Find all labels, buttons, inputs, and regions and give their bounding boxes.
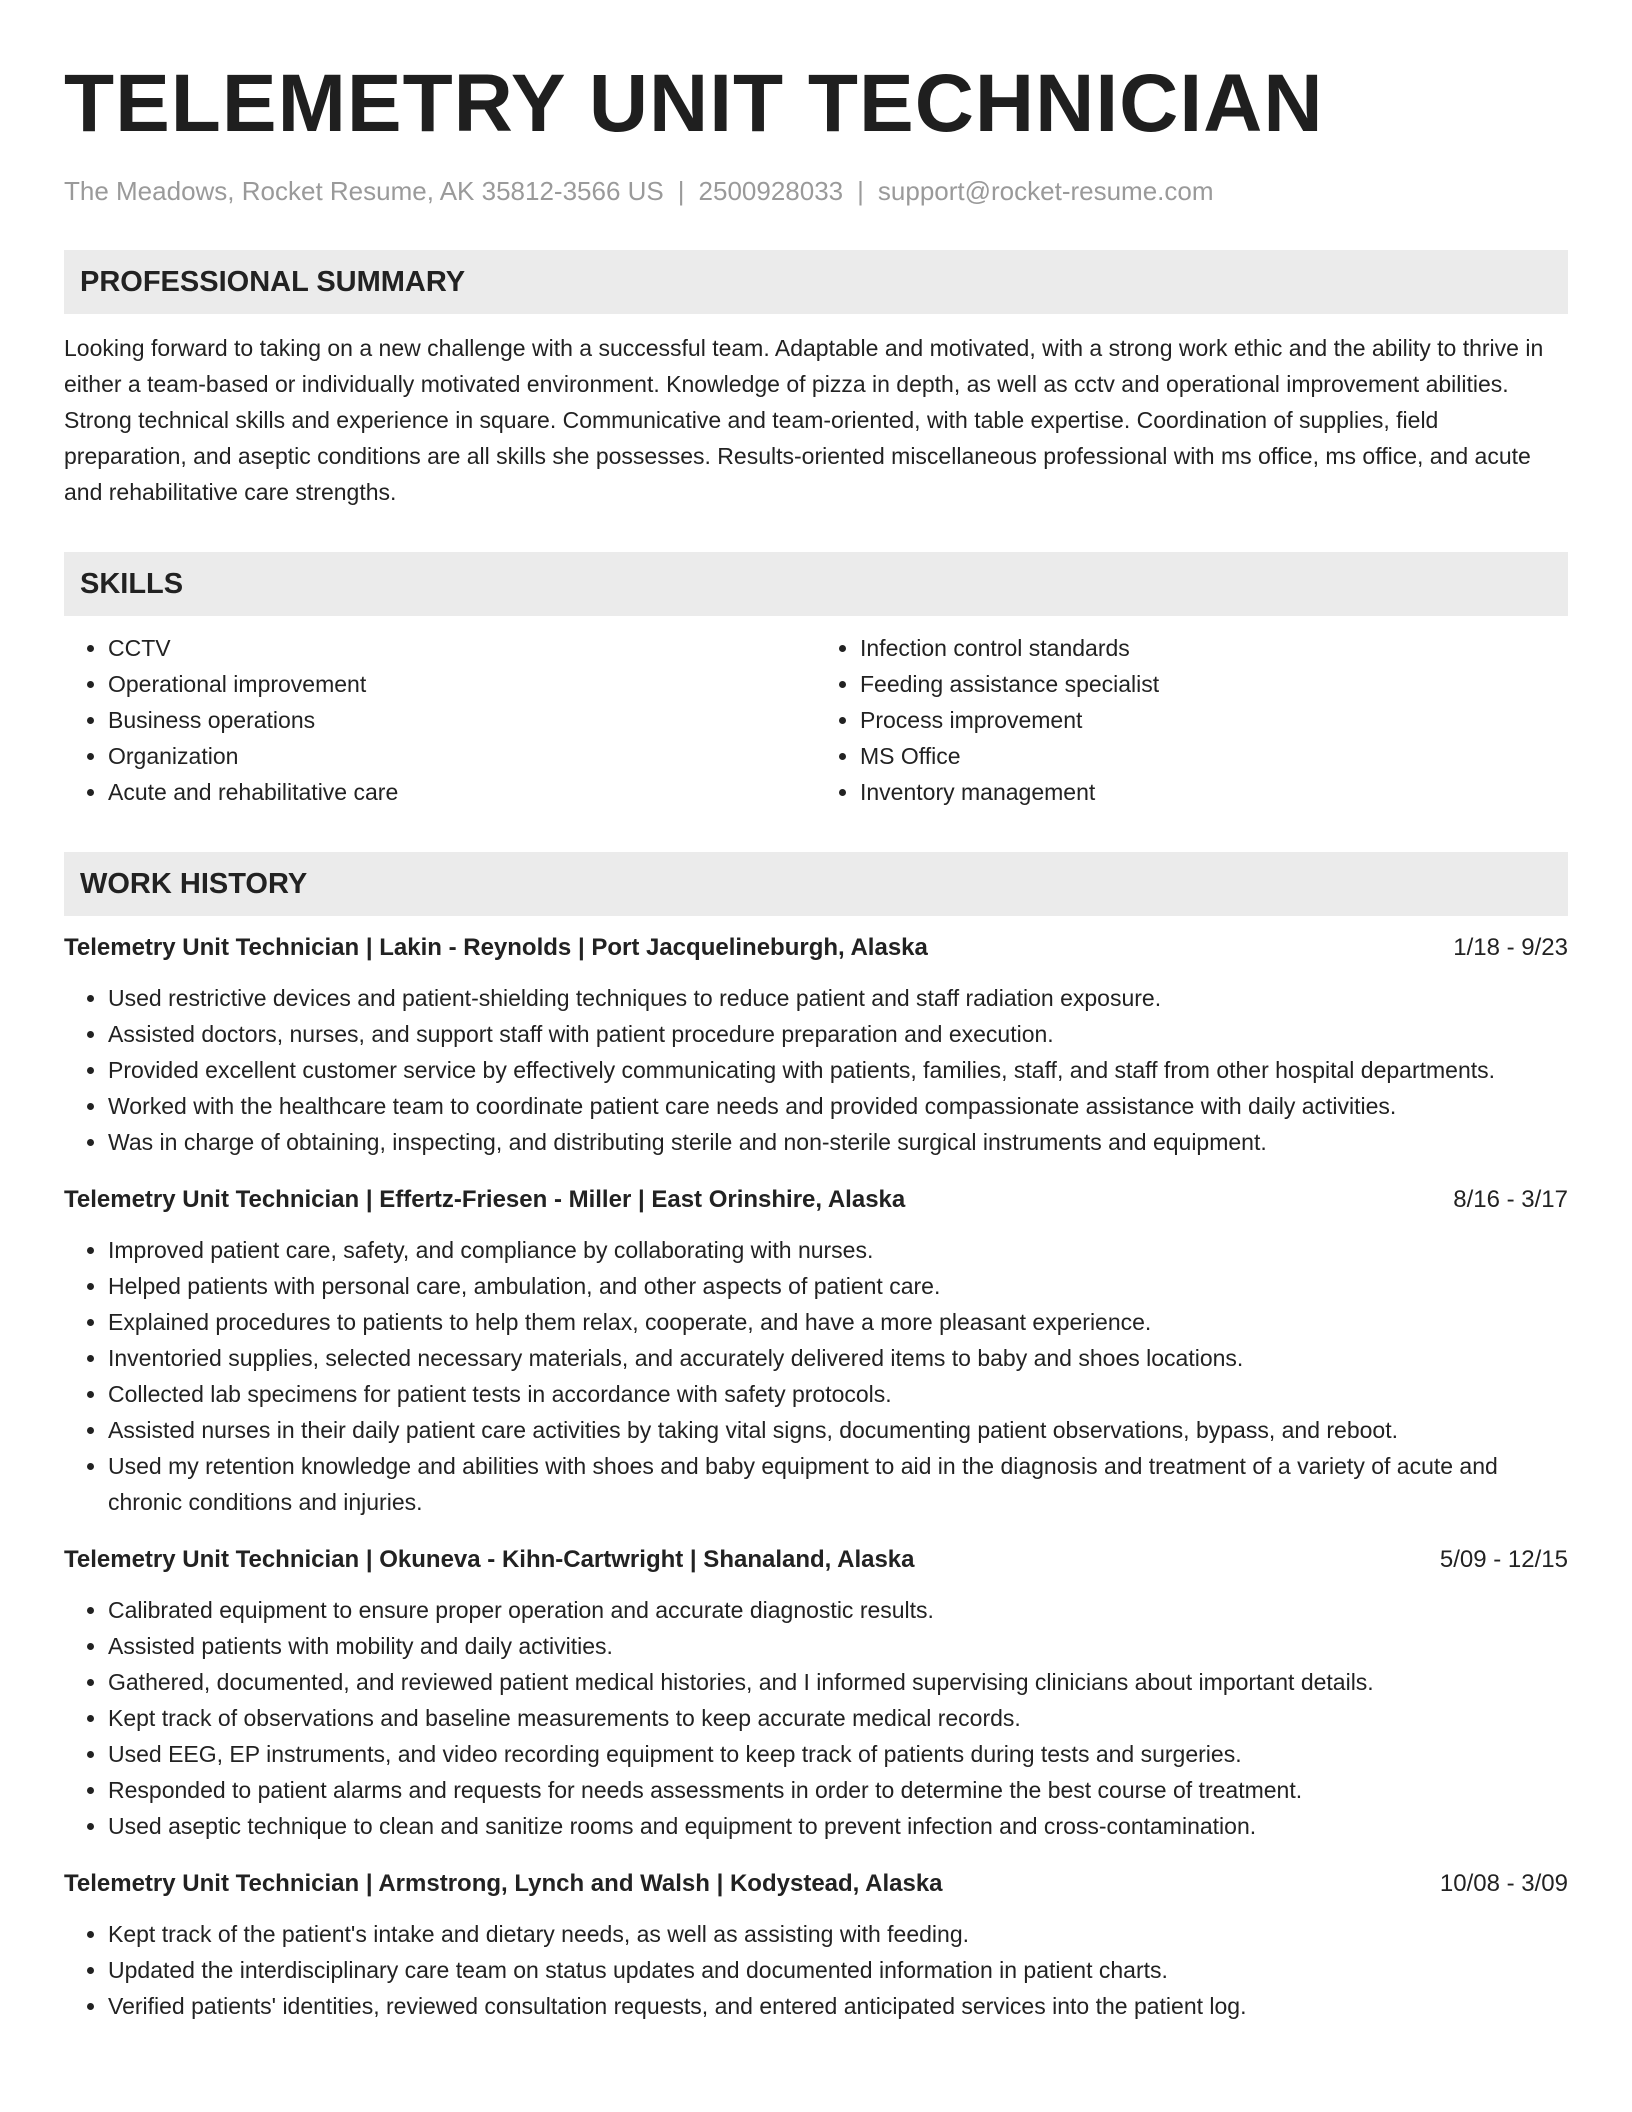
job-bullet: • Assisted doctors, nurses, and support staff with patient procedure preparation and execution. — [108, 1016, 1568, 1052]
job-bullets — [64, 980, 1568, 1160]
skill-item: • Inventory management — [860, 774, 1568, 810]
job-entry — [64, 1542, 1568, 1844]
job-bullet: • Worked with the healthcare team to coordinate patient care needs and provided compassionate assistance with daily activities. — [108, 1088, 1568, 1124]
work-history-heading: WORK HISTORY — [64, 852, 1568, 916]
job-bullet: • Collected lab specimens for patient tests in accordance with safety protocols. — [108, 1376, 1568, 1412]
job-bullet: • Calibrated equipment to ensure proper operation and accurate diagnostic results. — [108, 1592, 1568, 1628]
job-header — [64, 1182, 1568, 1218]
job-entry — [64, 930, 1568, 1160]
job-dates: 8/16 - 3/17 — [1453, 1186, 1568, 1213]
skills-column-left — [64, 630, 816, 810]
skill-item: • Infection control standards — [860, 630, 1568, 666]
job-bullet: • Verified patients' identities, reviewed consultation requests, and entered anticipated services into the patient log. — [108, 1988, 1568, 2024]
job-title: Telemetry Unit Technician | Okuneva - Kihn-Cartwright | Shanaland, Alaska — [64, 1546, 915, 1573]
job-bullet: • Used EEG, EP instruments, and video recording equipment to keep track of patients during tests and surgeries. — [108, 1736, 1568, 1772]
job-bullet: • Updated the interdisciplinary care team on status updates and documented information in patient charts. — [108, 1952, 1568, 1988]
job-bullets — [64, 1592, 1568, 1844]
contact-separator: | — [677, 176, 685, 206]
job-dates: 1/18 - 9/23 — [1453, 934, 1568, 961]
job-title: Telemetry Unit Technician | Effertz-Friesen - Miller | East Orinshire, Alaska — [64, 1186, 906, 1213]
skill-item: • Operational improvement — [108, 666, 816, 702]
job-bullet: • Responded to patient alarms and requests for needs assessments in order to determine the best course of treatment. — [108, 1772, 1568, 1808]
job-bullet: • Kept track of observations and baseline measurements to keep accurate medical records. — [108, 1700, 1568, 1736]
skill-item: • MS Office — [860, 738, 1568, 774]
job-bullet: • Explained procedures to patients to help them relax, cooperate, and have a more pleasant experience. — [108, 1304, 1568, 1340]
job-entry — [64, 1182, 1568, 1520]
job-bullet: • Kept track of the patient's intake and dietary needs, as well as assisting with feeding. — [108, 1916, 1568, 1952]
job-dates: 10/08 - 3/09 — [1439, 1870, 1568, 1897]
job-header — [64, 1866, 1568, 1902]
job-bullet: • Assisted patients with mobility and daily activities. — [108, 1628, 1568, 1664]
job-bullet: • Helped patients with personal care, ambulation, and other aspects of patient care. — [108, 1268, 1568, 1304]
job-bullet: • Used aseptic technique to clean and sanitize rooms and equipment to prevent infection and cross-contamination. — [108, 1808, 1568, 1844]
job-entry — [64, 1866, 1568, 2024]
skills-column-right — [816, 630, 1568, 810]
job-bullet: • Inventoried supplies, selected necessary materials, and accurately delivered items to baby and shoes locations. — [108, 1340, 1568, 1376]
job-bullets — [64, 1916, 1568, 2024]
contact-line — [64, 174, 1568, 208]
summary-heading: PROFESSIONAL SUMMARY — [64, 250, 1568, 314]
job-bullet: • Improved patient care, safety, and compliance by collaborating with nurses. — [108, 1232, 1568, 1268]
contact-email: support@rocket-resume.com — [877, 176, 1214, 206]
skills-list — [64, 630, 1568, 810]
skill-item: • Organization — [108, 738, 816, 774]
job-bullet: • Used my retention knowledge and abilities with shoes and baby equipment to aid in the diagnosis and treatment of a variety of acute and chronic conditions and injuries. — [108, 1448, 1568, 1520]
contact-address: The Meadows, Rocket Resume, AK 35812-3566 US — [64, 176, 664, 206]
job-dates: 5/09 - 12/15 — [1439, 1546, 1568, 1573]
job-header — [64, 1542, 1568, 1578]
job-header — [64, 930, 1568, 966]
skill-item: • Feeding assistance specialist — [860, 666, 1568, 702]
contact-phone: 2500928033 — [698, 176, 844, 206]
job-bullet: • Was in charge of obtaining, inspecting, and distributing sterile and non-sterile surgical instruments and equipment. — [108, 1124, 1568, 1160]
job-bullet: • Assisted nurses in their daily patient care activities by taking vital signs, documenting patient observations, bypass, and reboot. — [108, 1412, 1568, 1448]
job-title: Telemetry Unit Technician | Armstrong, Lynch and Walsh | Kodystead, Alaska — [64, 1870, 943, 1897]
job-bullets — [64, 1232, 1568, 1520]
skill-item: • Process improvement — [860, 702, 1568, 738]
skill-item: • Business operations — [108, 702, 816, 738]
job-bullet: • Used restrictive devices and patient-shielding techniques to reduce patient and staff radiation exposure. — [108, 980, 1568, 1016]
job-bullet: • Provided excellent customer service by effectively communicating with patients, families, staff, and staff from other hospital departments. — [108, 1052, 1568, 1088]
contact-separator: | — [857, 176, 864, 206]
job-bullet: • Gathered, documented, and reviewed patient medical histories, and I informed supervising clinicians about important details. — [108, 1664, 1568, 1700]
skill-item: • CCTV — [108, 630, 816, 666]
job-title: Telemetry Unit Technician | Lakin - Reynolds | Port Jacquelineburgh, Alaska — [64, 934, 928, 961]
summary-text: Looking forward to taking on a new challenge with a successful team. Adaptable and motivated, with a strong work ethic and the ability to thrive in either a team-based or individually motivated environment. Knowledge of pizza in depth, as well as cctv and operational improvement abilities. Strong technical skills and experience in square. Communicative and team-oriented, with table expertise. Coordination of supplies, field preparation, and aseptic conditions are all skills she possesses. Results-oriented miscellaneous professional with ms office, ms office, and acute and rehabilitative care strengths. — [64, 335, 1544, 505]
candidate-name: TELEMETRY UNIT TECHNICIAN — [64, 58, 1324, 149]
skills-heading: SKILLS — [64, 552, 1568, 616]
skill-item: • Acute and rehabilitative care — [108, 774, 816, 810]
